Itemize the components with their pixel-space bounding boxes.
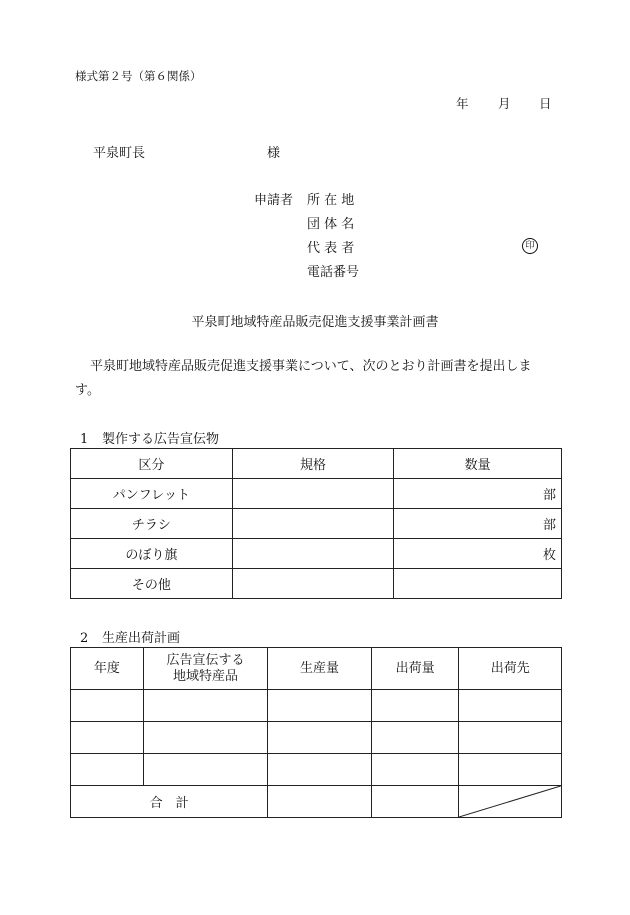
section1-number: 1 [80,432,89,447]
total-label: 合 計 [71,786,268,818]
header-production: 生産量 [268,648,372,690]
header-product: 広告宣伝する 地域特産品 [143,648,267,690]
cell-destination[interactable] [459,754,562,786]
table-row [71,690,562,722]
field-phone: 電話番号 [307,265,360,280]
cell-product[interactable] [143,754,267,786]
cell-production[interactable] [268,690,372,722]
field-representative: 代 表 者 [307,241,355,256]
cell-year[interactable] [71,690,144,722]
row-quantity-unit[interactable] [394,569,562,599]
cell-shipment[interactable] [371,754,459,786]
section1-title: 製作する広告宣伝物 [102,432,220,447]
addressee-name: 平泉町長 [93,146,146,161]
row-category: その他 [71,569,233,599]
date-day: 日 [539,96,552,111]
row-quantity-unit[interactable]: 枚 [394,539,562,569]
table-header-row [71,648,562,690]
section2-title: 生産出荷計画 [102,631,181,646]
header-quantity: 数量 [394,449,562,479]
cell-product[interactable] [143,690,267,722]
cell-product[interactable] [143,722,267,754]
section2-number: 2 [80,631,89,646]
field-address: 所 在 地 [307,193,355,208]
row-category: チラシ [71,509,233,539]
header-destination: 出荷先 [459,648,562,690]
production-shipping-table [70,647,562,818]
cell-production[interactable] [268,722,372,754]
section2-heading [80,627,180,646]
table-header-row [71,449,562,479]
total-shipment[interactable] [371,786,459,818]
promo-materials-table [70,448,562,599]
row-category: パンフレット [71,479,233,509]
row-spec-cell[interactable] [232,569,394,599]
cell-destination[interactable] [459,722,562,754]
table-row [71,722,562,754]
date-month: 月 [498,96,511,111]
cell-year[interactable] [71,722,144,754]
cell-shipment[interactable] [371,690,459,722]
row-category: のぼり旗 [71,539,233,569]
field-organization: 団 体 名 [307,217,355,232]
cell-production[interactable] [268,754,372,786]
table-row [71,539,562,569]
total-row [71,786,562,818]
header-fiscal-year: 年度 [71,648,144,690]
row-quantity-unit[interactable]: 部 [394,509,562,539]
section1-heading [80,428,219,447]
addressee-suffix: 様 [267,146,281,161]
header-shipment: 出荷量 [371,648,459,690]
intro-paragraph: 平泉町地域特産品販売促進支援事業について、次のとおり計画書を提出します。 [75,359,532,398]
form-number: 様式第２号（第６関係） [75,69,202,83]
seal-mark: 印 [522,238,538,254]
total-destination-crossed [459,786,562,818]
total-production[interactable] [268,786,372,818]
applicant-label: 申請者 [254,193,294,208]
table-row [71,479,562,509]
row-quantity-unit[interactable]: 部 [394,479,562,509]
diagonal-line [459,786,561,817]
table-row [71,509,562,539]
cell-destination[interactable] [459,690,562,722]
header-spec: 規格 [232,449,394,479]
table-row [71,754,562,786]
date-year: 年 [456,96,469,111]
row-spec-cell[interactable] [232,479,394,509]
cell-year[interactable] [71,754,144,786]
table-row [71,569,562,599]
cell-shipment[interactable] [371,722,459,754]
document-title: 平泉町地域特産品販売促進支援事業計画書 [191,315,439,330]
row-spec-cell[interactable] [232,509,394,539]
row-spec-cell[interactable] [232,539,394,569]
header-category: 区分 [71,449,233,479]
